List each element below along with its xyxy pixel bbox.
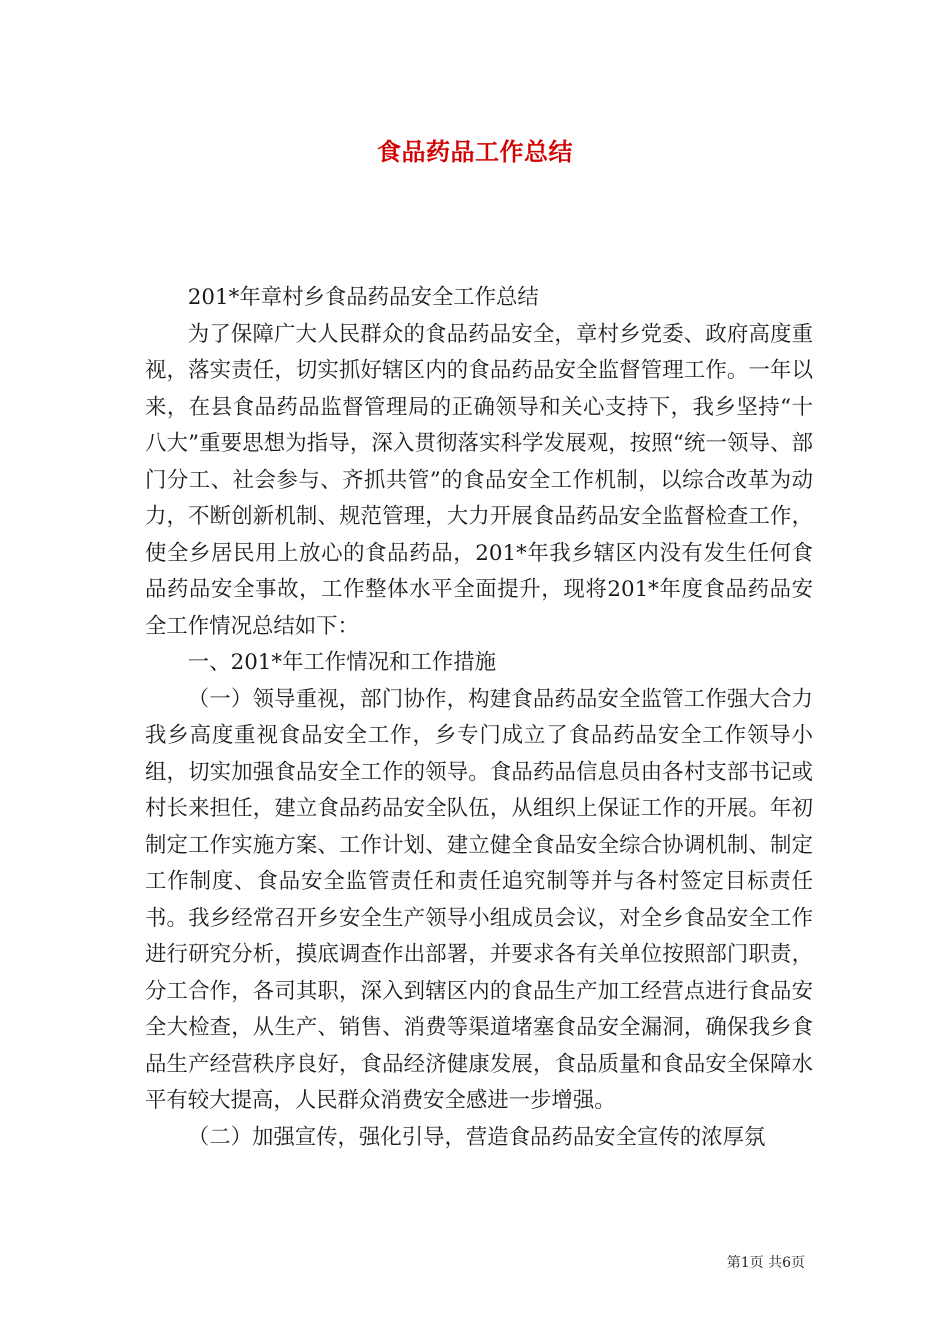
- paragraph-section-2: （二）加强宣传，强化引导，营造食品药品安全宣传的浓厚氛: [187, 1124, 766, 1150]
- paragraph-intro: 为了保障广大人民群众的食品药品安全，章村乡党委、政府高度重视，落实责任，切实抓好辖区内的食品药品安全监督管理工作。一年以来，在县食品药品监督管理局的正确领导和关心支持下，我乡坚持“十八大”重要思想为指导，深入贯彻落实科学发展观，按照“统一领导、部门分工、社会参与、齐抓共管”的食品安全工作机制，以综合改革为动力，不断创新机制、规范管理，大力开展食品药品安全监督检查工作，使全乡居民用上放心的食品药品，201*年我乡辖区内没有发生任何食品药品安全事故，工作整体水平全面提升，现将201*年度食品药品安全工作情况总结如下：: [145, 321, 813, 639]
- page-number: 第1页 共6页: [726, 1255, 805, 1271]
- section-heading: 一、201*年工作情况和工作措施: [187, 650, 497, 675]
- paragraph-subtitle: 201*年章村乡食品药品安全工作总结: [187, 285, 539, 310]
- document-body: [145, 280, 813, 1156]
- document-title: 食品药品工作总结: [377, 137, 573, 166]
- paragraph-section-1: （一）领导重视，部门协作，构建食品药品安全监管工作强大合力我乡高度重视食品安全工作，乡专门成立了食品药品安全工作领导小组，切实加强食品安全工作的领导。食品药品信息员由各村支部书记或村长来担任，建立食品药品安全队伍，从组织上保证工作的开展。年初制定工作实施方案、工作计划、建立健全食品安全综合协调机制、制定工作制度、食品安全监管责任和责任追究制等并与各村签定目标责任书。我乡经常召开乡安全生产领导小组成员会议，对全乡食品安全工作进行研究分析，摸底调查作出部署，并要求各有关单位按照部门职责，分工合作，各司其职，深入到辖区内的食品生产加工经营点进行食品安全大检查，从生产、销售、消费等渠道堵塞食品安全漏洞，确保我乡食品生产经营秩序良好，食品经济健康发展，食品质量和食品安全保障水平有较大提高，人民群众消费安全感进一步增强。: [145, 686, 813, 1113]
